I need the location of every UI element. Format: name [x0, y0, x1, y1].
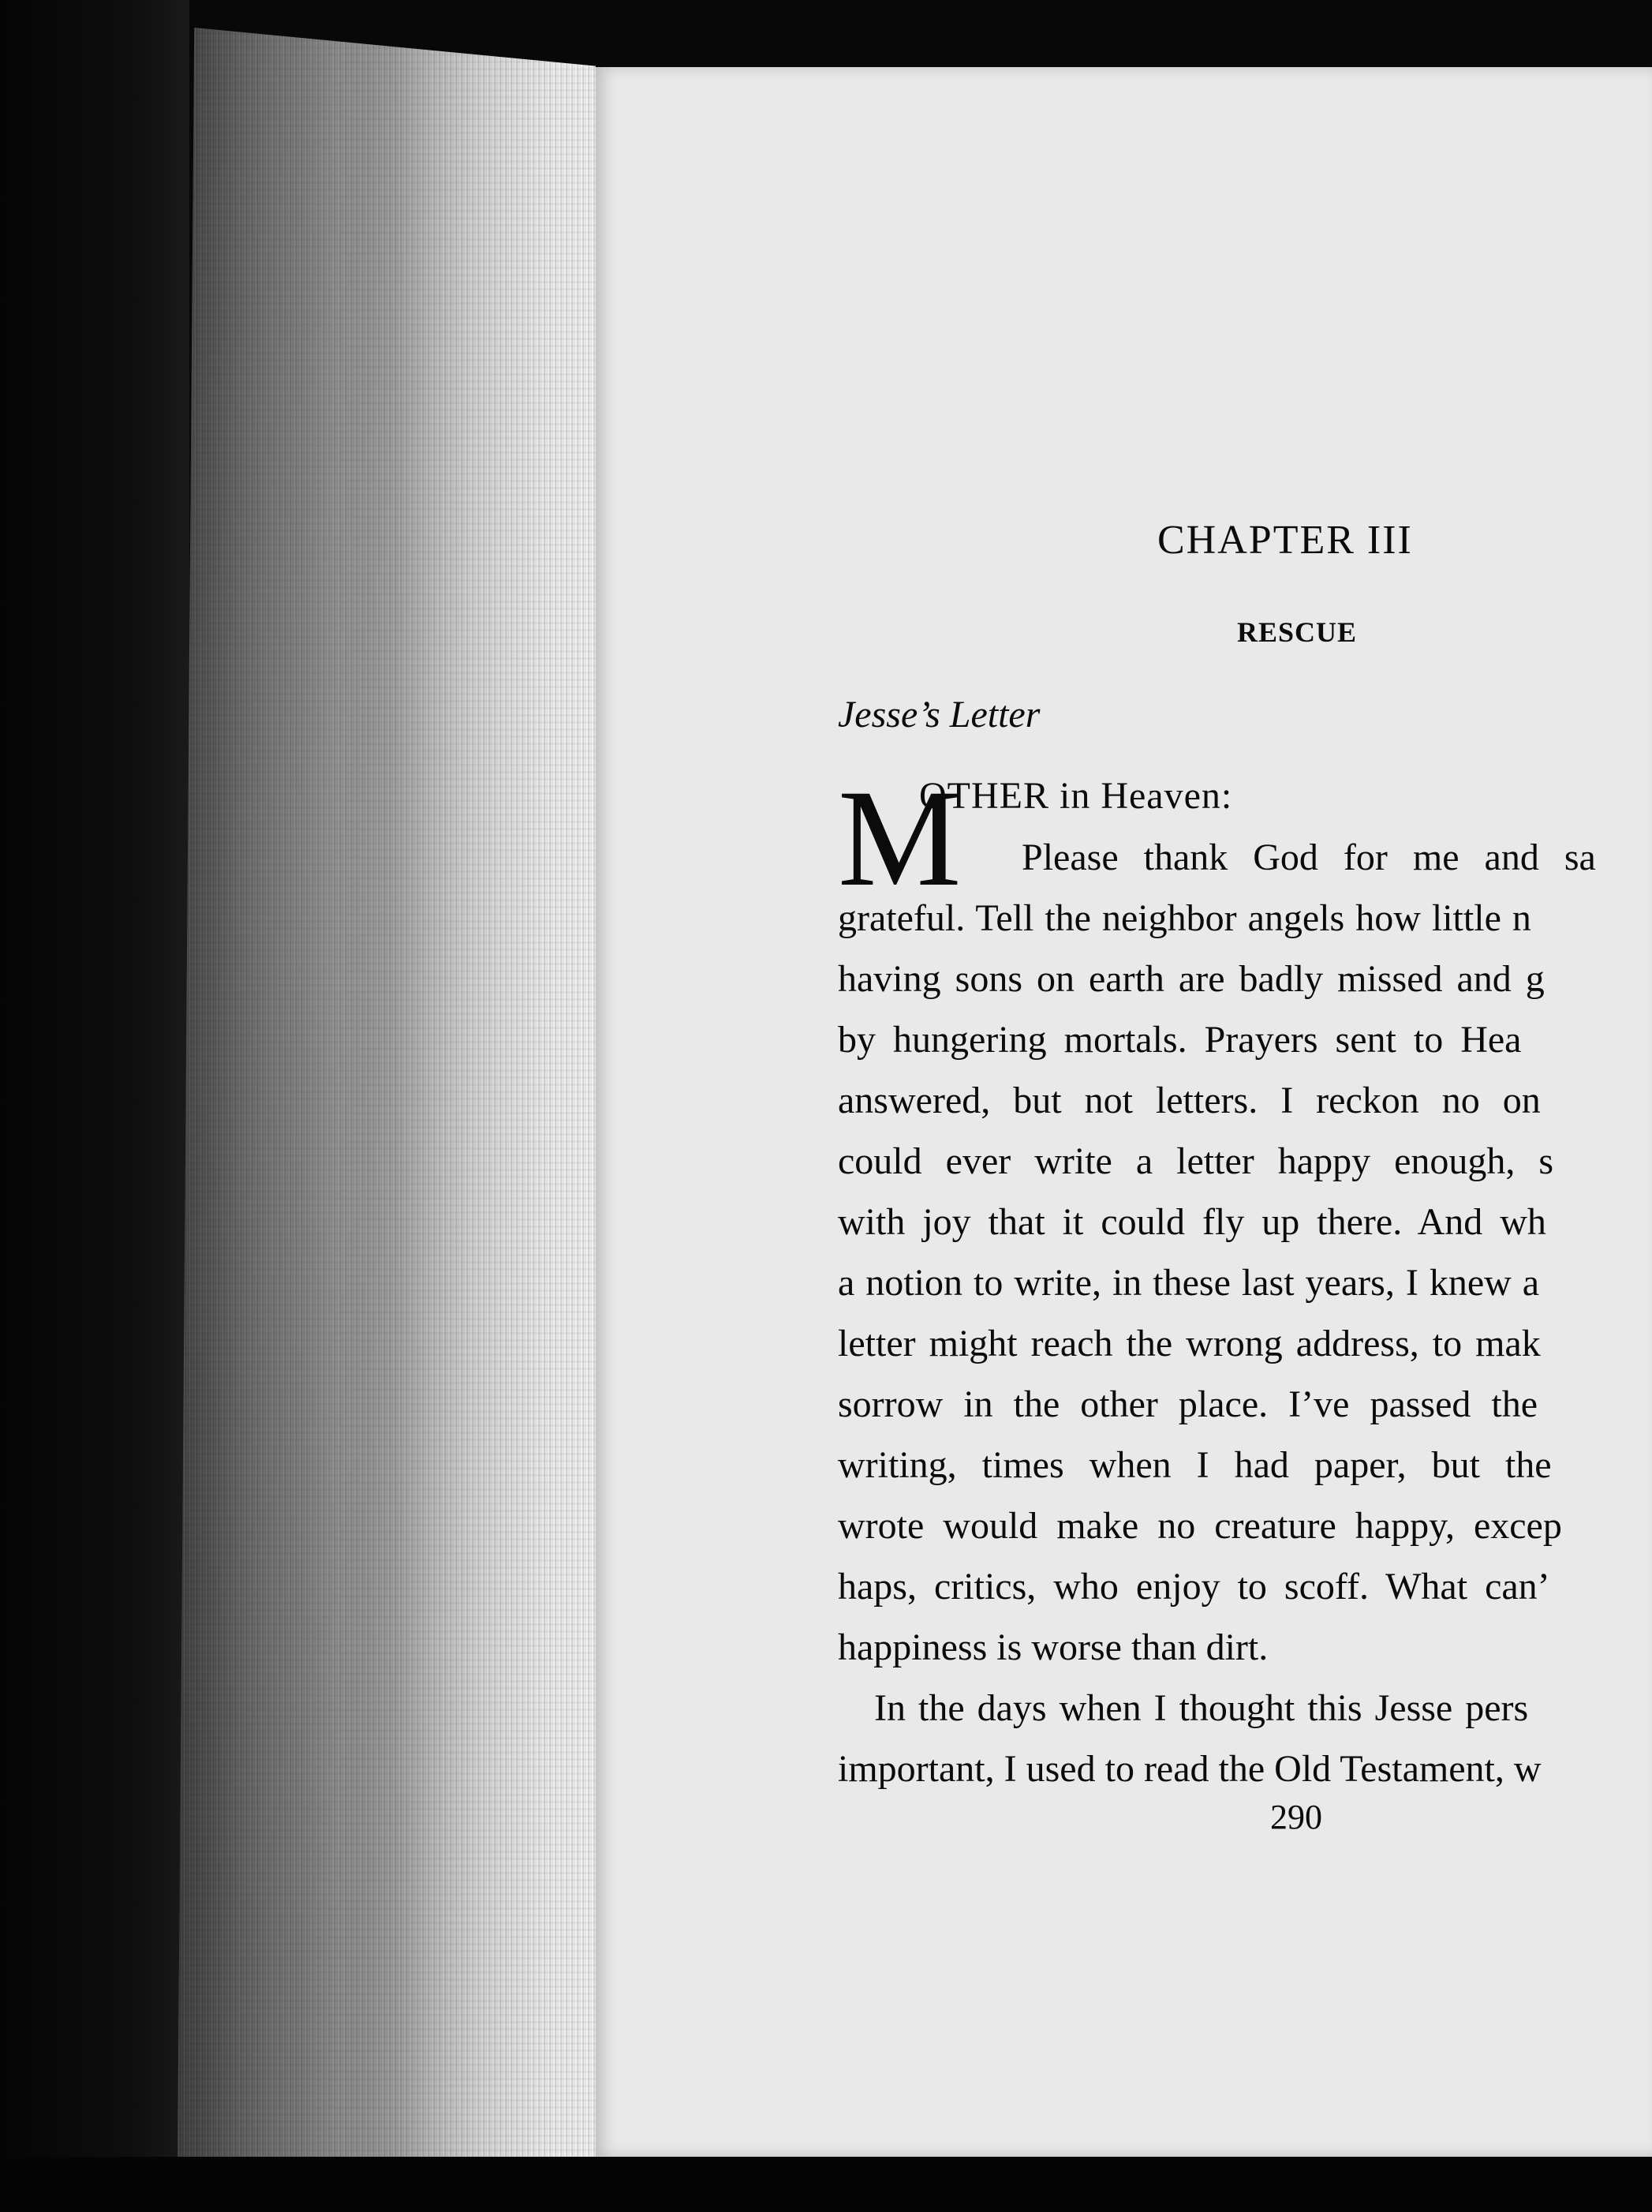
text-line: grateful. Tell the neighbor angels how little n — [838, 897, 1531, 939]
scan-border-bottom — [0, 2157, 1652, 2212]
book-fore-edge — [178, 28, 596, 2158]
section-title: Jesse’s Letter — [838, 694, 1041, 735]
text-line: sorrow in the other place. I’ve passed the — [838, 1383, 1538, 1425]
scan-border-left — [0, 0, 189, 2212]
text-line: answered, but not letters. I reckon no on — [838, 1080, 1541, 1121]
text-line: writing, times when I had paper, but the — [838, 1444, 1552, 1486]
text-line: happiness is worse than dirt. — [838, 1626, 1269, 1668]
text-line: haps, critics, who enjoy to scoff. What can’ — [838, 1566, 1550, 1608]
text-line: by hungering mortals. Prayers sent to Hea — [838, 1019, 1522, 1061]
page-number: 290 — [1270, 1798, 1322, 1836]
text-line: Please thank God for me and sa — [1022, 837, 1596, 878]
text-line: letter might reach the wrong address, to mak — [838, 1323, 1541, 1364]
text-line: In the days when I thought this Jesse pers — [874, 1687, 1529, 1729]
text-line: important, I used to read the Old Testament, w — [838, 1748, 1542, 1790]
chapter-title: CHAPTER III — [1157, 518, 1413, 563]
drop-cap: M — [838, 762, 962, 915]
text-line: having sons on earth are badly missed and g — [838, 958, 1545, 1000]
text-line: a notion to write, in these last years, I knew a — [838, 1262, 1540, 1304]
text-line: with joy that it could fly up there. And wh — [838, 1201, 1546, 1243]
text-line: wrote would make no creature happy, excep — [838, 1505, 1562, 1547]
chapter-subtitle: RESCUE — [1237, 616, 1358, 648]
text-line: could ever write a letter happy enough, s — [838, 1140, 1554, 1182]
text-line: OTHER in Heaven: — [919, 775, 1233, 817]
